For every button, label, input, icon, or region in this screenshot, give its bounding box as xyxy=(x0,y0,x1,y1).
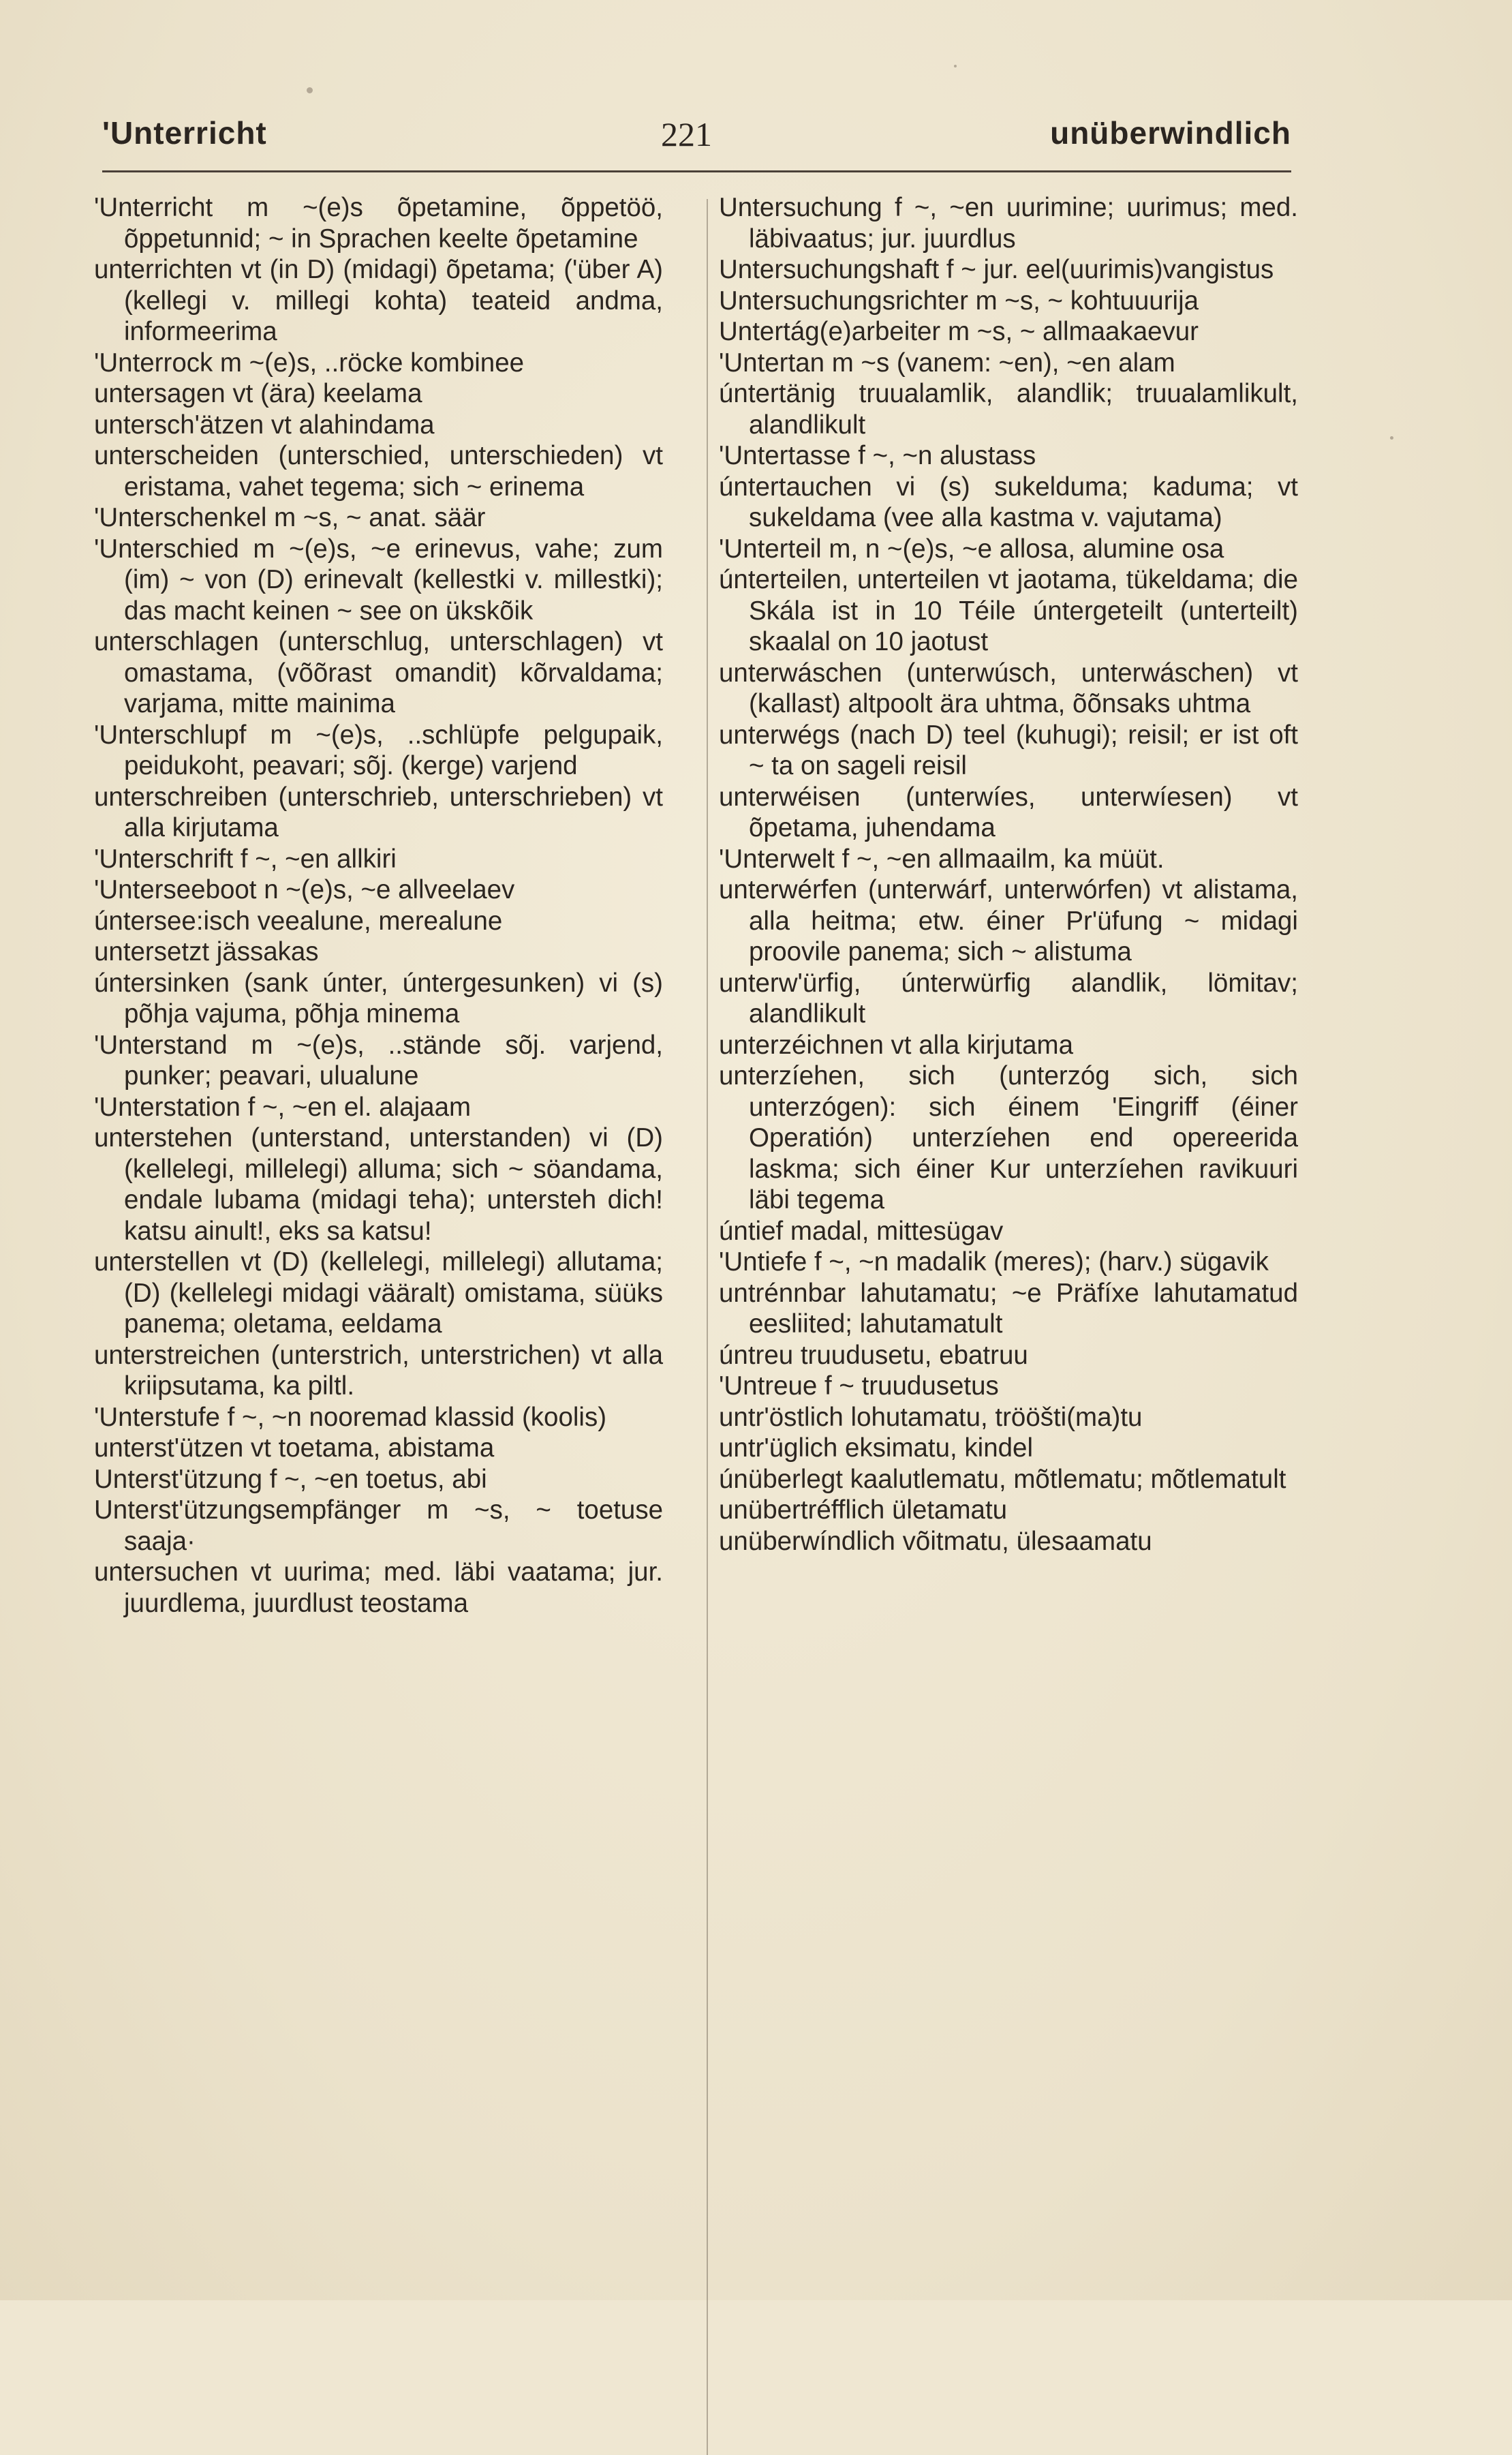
dictionary-entry: 'Unterschrift f ~, ~en allkiri xyxy=(94,844,397,874)
dictionary-entry: untersuchen vt uurima; med. läbi vaatama; jur. juurdlema, juurdlust teostama xyxy=(94,1557,663,1618)
page-header xyxy=(102,115,1291,162)
dictionary-entry: 'Unterschenkel m ~s, ~ anat. säär xyxy=(94,503,486,532)
dictionary-entry: unterzíehen, sich (unterzóg sich, sich unterzógen): sich éinem 'Eingriff (éiner Operatión) unterzíehen end opereerida laskma; sich éiner Kur unterzíehen ravikuuri läbi tegema xyxy=(719,1061,1298,1215)
header-right-guide-word: unüberwindlich xyxy=(1050,115,1291,151)
dictionary-entry: 'Unterstufe f ~, ~n nooremad klassid (koolis) xyxy=(94,1402,607,1432)
dictionary-entry: unterzéichnen vt alla kirjutama xyxy=(719,1030,1074,1060)
dictionary-entry: 'Unterschlupf m ~(e)s, ..schlüpfe pelgupaik, peidukoht, peavari; sõj. (kerge) varjend xyxy=(94,720,663,780)
header-left-guide-word: 'Unterricht xyxy=(102,115,267,151)
dictionary-entry: unterscheiden (unterschied, unterschieden) vt eristama, vahet tegema; sich ~ erinema xyxy=(94,441,663,502)
dictionary-entry: únüberlegt kaalutlematu, mõtlematu; mõtlematult xyxy=(719,1464,1286,1494)
dictionary-entry: 'Untiefe f ~, ~n madalik (meres); (harv.) sügavik xyxy=(719,1247,1269,1277)
dictionary-entry: 'Untertan m ~s (vanem: ~en), ~en alam xyxy=(719,348,1175,378)
dictionary-entry: 'Unterseeboot n ~(e)s, ~e allveelaev xyxy=(94,875,515,904)
dictionary-entry: úntersee:isch veealune, merealune xyxy=(94,906,503,936)
dictionary-entry: unterst'ützen vt toetama, abistama xyxy=(94,1433,495,1463)
dictionary-entry: unterwéisen (unterwíes, unterwíesen) vt õpetama, juhendama xyxy=(719,782,1298,842)
dictionary-entry: unübertréfflich ületamatu xyxy=(719,1495,1008,1525)
dictionary-entry: úntertauchen vi (s) sukelduma; kaduma; vt sukeldama (vee alla kastma v. vajutama) xyxy=(719,472,1298,532)
dictionary-entry: unterschreiben (unterschrieb, unterschrieben) vt alla kirjutama xyxy=(94,782,663,842)
dictionary-entry: Unterst'ützungsempfänger m ~s, ~ toetuse saaja· xyxy=(94,1495,663,1556)
dictionary-entry: unterw'ürfig, únterwürfig alandlik, lömitav; alandlikult xyxy=(719,968,1298,1028)
dictionary-entry: untrénnbar lahutamatu; ~e Präfíxe lahutamatud eesliited; lahutamatult xyxy=(719,1278,1298,1339)
dictionary-entry: untersetzt jässakas xyxy=(94,937,319,966)
dictionary-entry: 'Unterstand m ~(e)s, ..stände sõj. varjend, punker; peavari, ulualune xyxy=(94,1030,663,1091)
dictionary-entry: únterteilen, unterteilen vt jaotama, tükeldama; die Skála ist in 10 Téile úntergeteilt (unterteilt) skaalal on 10 jaotust xyxy=(719,565,1298,656)
dictionary-entry: Untertág(e)arbeiter m ~s, ~ allmaakaevur xyxy=(719,317,1199,346)
dictionary-entry: 'Unterstation f ~, ~en el. alajaam xyxy=(94,1092,472,1122)
dictionary-entry: úntief madal, mittesügav xyxy=(719,1216,1004,1246)
dictionary-entry: 'Untreue f ~ truudusetus xyxy=(719,1371,999,1401)
dictionary-entry: Unterst'ützung f ~, ~en toetus, abi xyxy=(94,1464,487,1494)
right-column xyxy=(719,192,1298,1557)
dictionary-entry: unterstreichen (unterstrich, unterstrichen) vt alla kriipsutama, ka piltl. xyxy=(94,1340,663,1401)
dictionary-entry: untersch'ätzen vt alahindama xyxy=(94,410,435,440)
dictionary-entry: 'Unterteil m, n ~(e)s, ~e allosa, alumine osa xyxy=(719,534,1224,564)
paper-speck xyxy=(307,87,313,93)
dictionary-entry: unterwégs (nach D) teel (kuhugi); reisil; er ist oft ~ ta on sageli reisil xyxy=(719,720,1298,780)
dictionary-entry: unterwáschen (unterwúsch, unterwáschen) vt (kallast) altpoolt ära uhtma, õõnsaks uhtma xyxy=(719,658,1298,718)
dictionary-entry: unterrichten vt (in D) (midagi) õpetama; ('über A) (kellegi v. millegi kohta) teateid andma, informeerima xyxy=(94,255,663,346)
dictionary-entry: unüberwíndlich võitmatu, ülesaamatu xyxy=(719,1526,1152,1556)
header-rule xyxy=(102,170,1291,172)
dictionary-entry: 'Untertasse f ~, ~n alustass xyxy=(719,441,1036,470)
dictionary-entry: unterstehen (unterstand, unterstanden) vi (D) (kellelegi, millelegi) alluma; sich ~ söandama, endale lubama (midagi teha); untersteh dich! katsu ainult!, eks sa katsu! xyxy=(94,1123,663,1246)
dictionary-entry: unterstellen vt (D) (kellelegi, millelegi) allutama; (D) (kellelegi midagi vääralt) omistama, süüks panema; oletama, eeldama xyxy=(94,1247,663,1339)
dictionary-entry: Untersuchungsrichter m ~s, ~ kohtuuurija xyxy=(719,286,1199,316)
dictionary-entry: Untersuchungshaft f ~ jur. eel(uurimis)vangistus xyxy=(719,255,1274,284)
page-number: 221 xyxy=(661,115,712,153)
dictionary-entry: 'Unterschied m ~(e)s, ~e erinevus, vahe; zum (im) ~ von (D) erinevalt (kellestki v. millestki); das macht keinen ~ see on ükskõik xyxy=(94,534,663,626)
dictionary-entry: Untersuchung f ~, ~en uurimine; uurimus; med. läbivaatus; jur. juurdlus xyxy=(719,193,1298,254)
dictionary-entry: unterschlagen (unterschlug, unterschlagen) vt omastama, (võõrast omandit) kõrvaldama; varjama, mitte mainima xyxy=(94,627,663,718)
dictionary-entry: 'Unterricht m ~(e)s õpetamine, õppetöö, õppetunnid; ~ in Sprachen keelte õpetamine xyxy=(94,193,663,254)
dictionary-entry: unterwérfen (unterwárf, unterwórfen) vt alistama, alla heitma; etw. éiner Pr'üfung ~ midagi proovile panema; sich ~ alistuma xyxy=(719,875,1298,966)
paper-speck xyxy=(1390,436,1393,440)
dictionary-entry: untersagen vt (ära) keelama xyxy=(94,379,422,408)
dictionary-entry: untr'östlich lohutamatu, trööšti(ma)tu xyxy=(719,1402,1143,1432)
dictionary-entry: 'Unterrock m ~(e)s, ..röcke kombinee xyxy=(94,348,525,378)
column-divider xyxy=(707,199,708,2455)
left-column xyxy=(94,192,663,1619)
dictionary-entry: 'Unterwelt f ~, ~en allmaailm, ka müüt. xyxy=(719,844,1164,874)
dictionary-entry: untr'üglich eksimatu, kindel xyxy=(719,1433,1034,1463)
paper-speck xyxy=(954,65,957,67)
dictionary-entry: úntreu truudusetu, ebatruu xyxy=(719,1340,1028,1370)
dictionary-entry: úntertänig truualamlik, alandlik; truualamlikult, alandlikult xyxy=(719,379,1298,440)
dictionary-entry: úntersinken (sank únter, úntergesunken) vi (s) põhja vajuma, põhja minema xyxy=(94,968,663,1028)
